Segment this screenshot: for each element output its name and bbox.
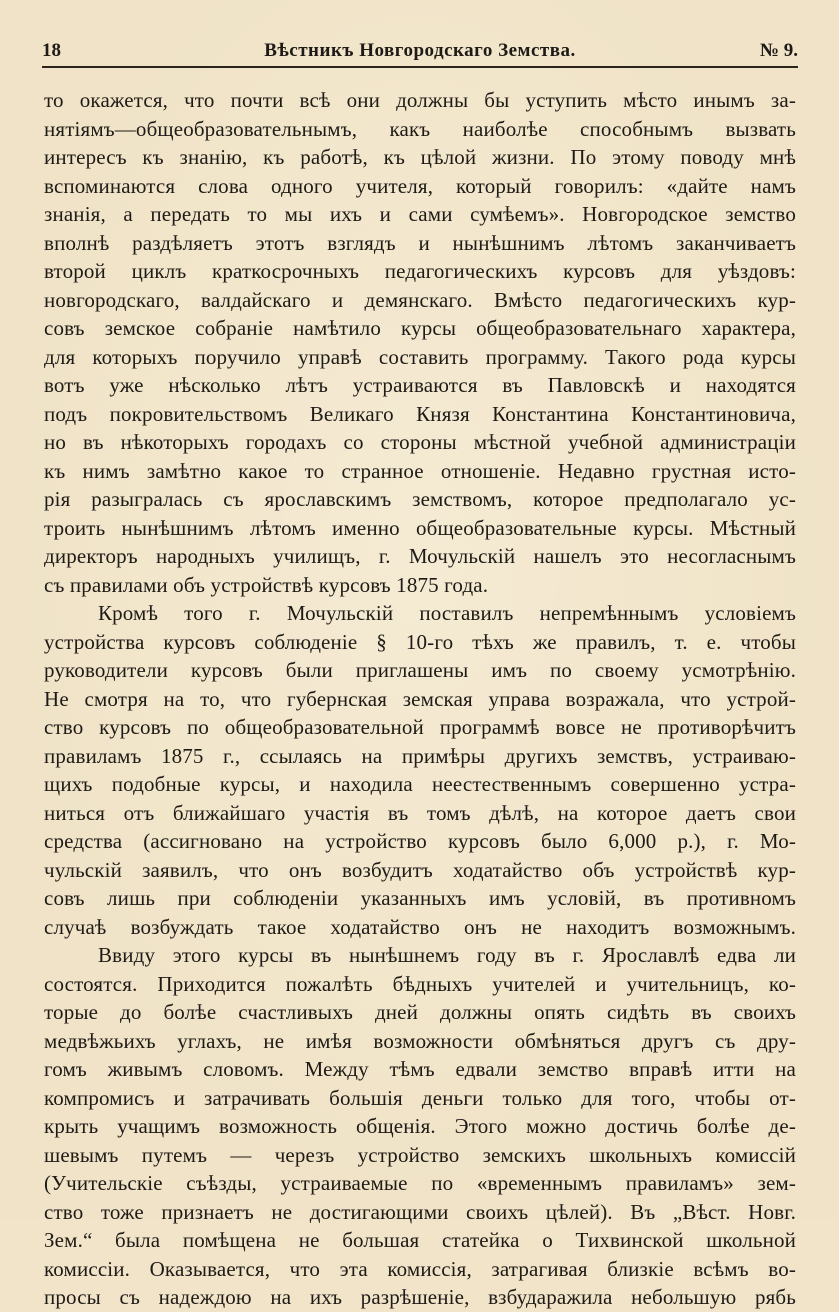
- header-rule: [42, 66, 798, 68]
- text-line: крыть учащимъ возможность общенія. Этого можно достичь болѣе де-: [44, 1114, 796, 1138]
- text-line: состоятся. Приходится пожалѣть бѣдныхъ учителей и учительницъ, ко-: [44, 971, 796, 996]
- text-line: устройства курсовъ соблюденіе § 10-го тѣхъ же правилъ, т. е. чтобы: [44, 629, 796, 654]
- text-line: вполнѣ раздѣляетъ этотъ взглядъ и нынѣшнимъ лѣтомъ заканчиваетъ: [44, 230, 796, 255]
- text-line: руководители курсовъ были приглашены имъ по своему усмотрѣнію.: [44, 658, 796, 682]
- text-line: троить нынѣшнимъ лѣтомъ именно общеобразовательные курсы. Мѣстный: [44, 515, 796, 540]
- text-line: гомъ живымъ словомъ. Между тѣмъ едвали земство вправѣ итти на: [44, 1057, 796, 1081]
- text-line: вспоминаются слова одного учителя, который говорилъ: «дайте намъ: [44, 173, 796, 198]
- running-header: [42, 38, 798, 64]
- text-line: рія разыгралась съ ярославскимъ земствомъ, которое предполагало ус-: [44, 487, 796, 511]
- text-line: но въ нѣкоторыхъ городахъ со стороны мѣстной учебной администраціи: [44, 430, 796, 454]
- text-line: новгородскаго, валдайскаго и демянскаго. Вмѣсто педагогическихъ кур-: [44, 287, 796, 312]
- text-line: Ввиду этого курсы въ нынѣшнемъ году въ г. Ярославлѣ едва ли: [98, 943, 796, 967]
- text-line: просы съ надеждою на ихъ разрѣшеніе, взбударажила небольшую рябь: [44, 1285, 796, 1309]
- text-line: ство курсовъ по общеобразовательной программѣ вовсе не противорѣчитъ: [44, 715, 796, 739]
- text-line: вотъ уже нѣсколько лѣтъ устраиваются въ Павловскѣ и находятся: [44, 373, 796, 397]
- body-text: [44, 86, 796, 1312]
- text-line: чульскій заявилъ, что онъ возбудитъ ходатайство объ устройствѣ кур-: [44, 857, 796, 882]
- text-line: ство тоже признаетъ не достигающими своихъ цѣлей). Въ „Вѣст. Новг.: [44, 1199, 796, 1224]
- text-line: средства (ассигновано на устройство курсовъ было 6,000 р.), г. Мо-: [44, 829, 796, 853]
- text-line: директоръ народныхъ училищъ, г. Мочульскій нашелъ это несогласнымъ: [44, 544, 796, 568]
- text-line: интересъ къ знанію, къ работѣ, къ цѣлой жизни. По этому поводу мнѣ: [44, 145, 796, 169]
- text-line: совъ лишь при соблюденіи указанныхъ имъ условій, въ противномъ: [44, 886, 796, 910]
- text-line: для которыхъ поручило управѣ составить программу. Такого рода курсы: [44, 344, 796, 369]
- text-line: ниться отъ ближайшаго участія въ томъ дѣлѣ, на которое даетъ свои: [44, 800, 796, 825]
- page-number: 18: [42, 40, 61, 61]
- text-line: второй циклъ краткосрочныхъ педагогическихъ курсовъ для уѣздовъ:: [44, 259, 796, 283]
- journal-title: Вѣстникъ Новгородскаго Земства.: [264, 40, 576, 61]
- text-line: Не смотря на то, что губернская земская управа возражала, что устрой-: [44, 686, 796, 711]
- text-line: къ нимъ замѣтно какое то странное отношеніе. Недавно грустная исто-: [44, 458, 796, 483]
- issue-number: № 9.: [759, 40, 798, 61]
- text-line: комиссіи. Оказывается, что эта комиссія, затрагивая близкіе всѣмъ во-: [44, 1256, 796, 1281]
- text-line: совъ земское собраніе намѣтило курсы общеобразовательнаго характера,: [44, 316, 796, 340]
- text-line: случаѣ возбуждать такое ходатайство онъ не находитъ возможнымъ.: [44, 914, 796, 939]
- text-line: то окажется, что почти всѣ они должны бы уступить мѣсто инымъ за-: [44, 88, 796, 112]
- text-line: торые до болѣе счастливыхъ дней должны опять сидѣть въ своихъ: [44, 1000, 796, 1024]
- text-line: знанія, а передать то мы ихъ и сами сумѣемъ». Новгородское земство: [44, 202, 796, 226]
- text-line: Кромѣ того г. Мочульскій поставилъ непремѣннымъ условіемъ: [98, 601, 796, 625]
- text-line: медвѣжьихъ углахъ, не имѣя возможности обмѣняться другъ съ дру-: [44, 1028, 796, 1053]
- text-line: шевымъ путемъ — черезъ устройство земскихъ школьныхъ комиссій: [44, 1142, 796, 1167]
- text-line: съ правилами объ устройствѣ курсовъ 1875 года.: [44, 572, 489, 597]
- text-line: правиламъ 1875 г., ссылаясь на примѣры другихъ земствъ, устраиваю-: [44, 743, 796, 768]
- text-line: подъ покровительствомъ Великаго Князя Константина Константиновича,: [44, 401, 796, 426]
- text-line: Зем.“ была помѣщена не большая статейка о Тихвинской школьной: [44, 1228, 796, 1252]
- text-line: (Учительскіе съѣзды, устраиваемые по «временнымъ правиламъ» зем-: [44, 1171, 796, 1195]
- text-line: компромисъ и затрачивать большія деньги только для того, чтобы от-: [44, 1085, 796, 1110]
- text-line: нятіямъ—общеобразовательнымъ, какъ наиболѣе способнымъ вызвать: [44, 116, 796, 141]
- text-line: щихъ подобные курсы, и находила неестественнымъ совершенно устра-: [44, 772, 796, 796]
